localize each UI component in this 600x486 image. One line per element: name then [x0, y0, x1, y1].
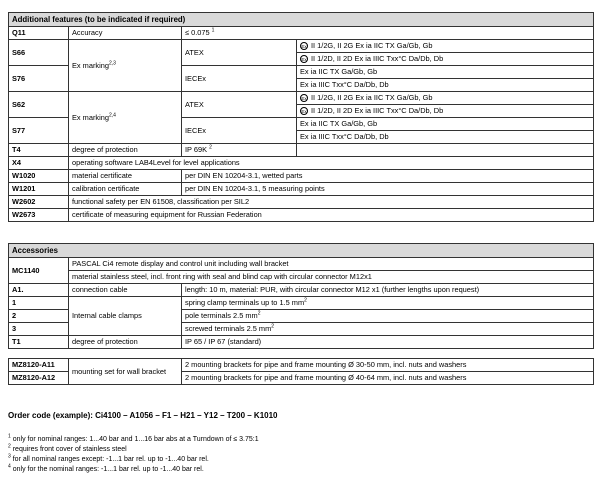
table-row [9, 27, 594, 40]
table-row [9, 336, 594, 349]
footnote: $^4$ only for the nominal ranges: -1...1 bar rel. up to -1...40 bar rel. [8, 463, 204, 473]
option-value: per DIN EN 10204-3.1, wetted parts [182, 170, 594, 183]
section-title: Accessories [9, 244, 594, 258]
option-code: X4 [9, 157, 69, 170]
table-row [9, 183, 594, 196]
option-value: Ex ia IIIC Txx°C Da/Db, Db [297, 131, 594, 144]
ex-marking-label: Ex marking$^{2,4}$ [69, 92, 182, 144]
cert-type: IECEx [182, 118, 297, 144]
option-value: pole terminals 2.5 $mm^2$ [182, 310, 594, 323]
table-row [9, 196, 594, 209]
table-row [9, 359, 594, 372]
option-value: Ex ia IIC TX Ga/Gb, Gb [297, 66, 594, 79]
option-value: Ex II 1/2G, II 2G Ex ia IIC TX Ga/Gb, Gb [297, 40, 594, 53]
option-label: Accuracy [69, 27, 182, 40]
option-value: Ex ia IIIC Txx°C Da/Db, Db [297, 79, 594, 92]
footnote: $^2$ requires front cover of stainless steel [8, 443, 127, 453]
cert-type: ATEX [182, 40, 297, 66]
option-value: Ex ia IIC TX Ga/Gb, Gb [297, 118, 594, 131]
table-row [9, 258, 594, 271]
option-code: S76 [9, 66, 69, 92]
wall-bracket-table [8, 358, 594, 385]
option-code: MC1140 [9, 258, 69, 284]
option-value: length: 10 m, material: PUR, with circular connector M12 x1 (further lengths upon request) [182, 284, 594, 297]
option-value: Ex II 1/2G, II 2G Ex ia IIC TX Ga/Gb, Gb [297, 92, 594, 105]
order-code-example: Order code (example): Ci4100 – A1056 – F1 – H21 – Y12 – T200 – K1010 [8, 411, 278, 420]
table-row [9, 92, 594, 105]
table-row [9, 297, 594, 310]
option-value: screwed terminals 2.5 $mm^2$ [182, 323, 594, 336]
ex-marking-label: Ex marking$^{2,3}$ [69, 40, 182, 92]
table-header-row [9, 244, 594, 258]
option-value: IP 69K $^2$ [182, 144, 297, 157]
option-label: operating software LAB4Level for level applications [69, 157, 594, 170]
option-code: S77 [9, 118, 69, 144]
option-label: calibration certificate [69, 183, 182, 196]
table-row [9, 40, 594, 53]
ex-mark-icon: Ex [301, 109, 307, 115]
table-header-row [9, 13, 594, 27]
table-row [9, 144, 594, 157]
option-label: PASCAL Ci4 remote display and control unit including wall bracket [69, 258, 594, 271]
cert-type: ATEX [182, 92, 297, 118]
option-value: 2 mounting brackets for pipe and frame mounting Ø 30-50 mm, incl. nuts and washers [182, 359, 594, 372]
option-label: degree of protection [69, 144, 182, 157]
footnotes [8, 435, 259, 475]
option-label: material certificate [69, 170, 182, 183]
option-label: degree of protection [69, 336, 182, 349]
table-row [9, 271, 594, 284]
cert-type: IECEx [182, 66, 297, 92]
option-value: Ex II 1/2D, II 2D Ex ia IIIC Txx°C Da/Db, Db [297, 105, 594, 118]
option-code: T4 [9, 144, 69, 157]
option-code: W1020 [9, 170, 69, 183]
option-value: IP 65 / IP 67 (standard) [182, 336, 594, 349]
option-value: spring clamp terminals up to 1.5 $mm^2$ [182, 297, 594, 310]
option-label: connection cable [69, 284, 182, 297]
footnote: $^1$ only for nominal ranges: 1...40 bar and 1...16 bar abs at a Turndown of ≤ 3.75:1 [8, 433, 259, 443]
footnote: $^3$ for all nominal ranges except: -1...1 bar rel. up to -1...40 bar rel. [8, 453, 209, 463]
option-code: 3 [9, 323, 69, 336]
option-code: A1. [9, 284, 69, 297]
option-label: functional safety per EN 61508, classification per SIL2 [69, 196, 594, 209]
section-title: Additional features (to be indicated if required) [9, 13, 594, 27]
option-code: MZ8120-A11 [9, 359, 69, 372]
table-row [9, 170, 594, 183]
option-code: W2602 [9, 196, 69, 209]
ex-mark-icon: Ex [301, 96, 307, 102]
option-label: Internal cable clamps [69, 297, 182, 336]
option-code: S66 [9, 40, 69, 66]
option-label: material stainless steel, incl. front ring with seal and blind cap with circular connector M12x1 [69, 271, 594, 284]
option-code: T1 [9, 336, 69, 349]
table-row [9, 209, 594, 222]
empty-cell [297, 144, 594, 157]
table-row [9, 157, 594, 170]
option-label: mounting set for wall bracket [69, 359, 182, 385]
option-code: S62 [9, 92, 69, 118]
option-value: 2 mounting brackets for pipe and frame mounting Ø 40-64 mm, incl. nuts and washers [182, 372, 594, 385]
option-value: Ex II 1/2D, II 2D Ex ia IIIC Txx°C Da/Db, Db [297, 53, 594, 66]
accessories-table [8, 243, 594, 349]
additional-features-table [8, 12, 594, 222]
option-code: MZ8120-A12 [9, 372, 69, 385]
option-code: 1 [9, 297, 69, 310]
ex-mark-icon: Ex [301, 57, 307, 63]
option-label: certificate of measuring equipment for Russian Federation [69, 209, 594, 222]
option-code: Q11 [9, 27, 69, 40]
option-code: 2 [9, 310, 69, 323]
option-value: ≤ 0.075 $^1$ [182, 27, 594, 40]
option-code: W1201 [9, 183, 69, 196]
table-row [9, 284, 594, 297]
option-value: per DIN EN 10204-3.1, 5 measuring points [182, 183, 594, 196]
option-code: W2673 [9, 209, 69, 222]
ex-mark-icon: Ex [301, 44, 307, 50]
